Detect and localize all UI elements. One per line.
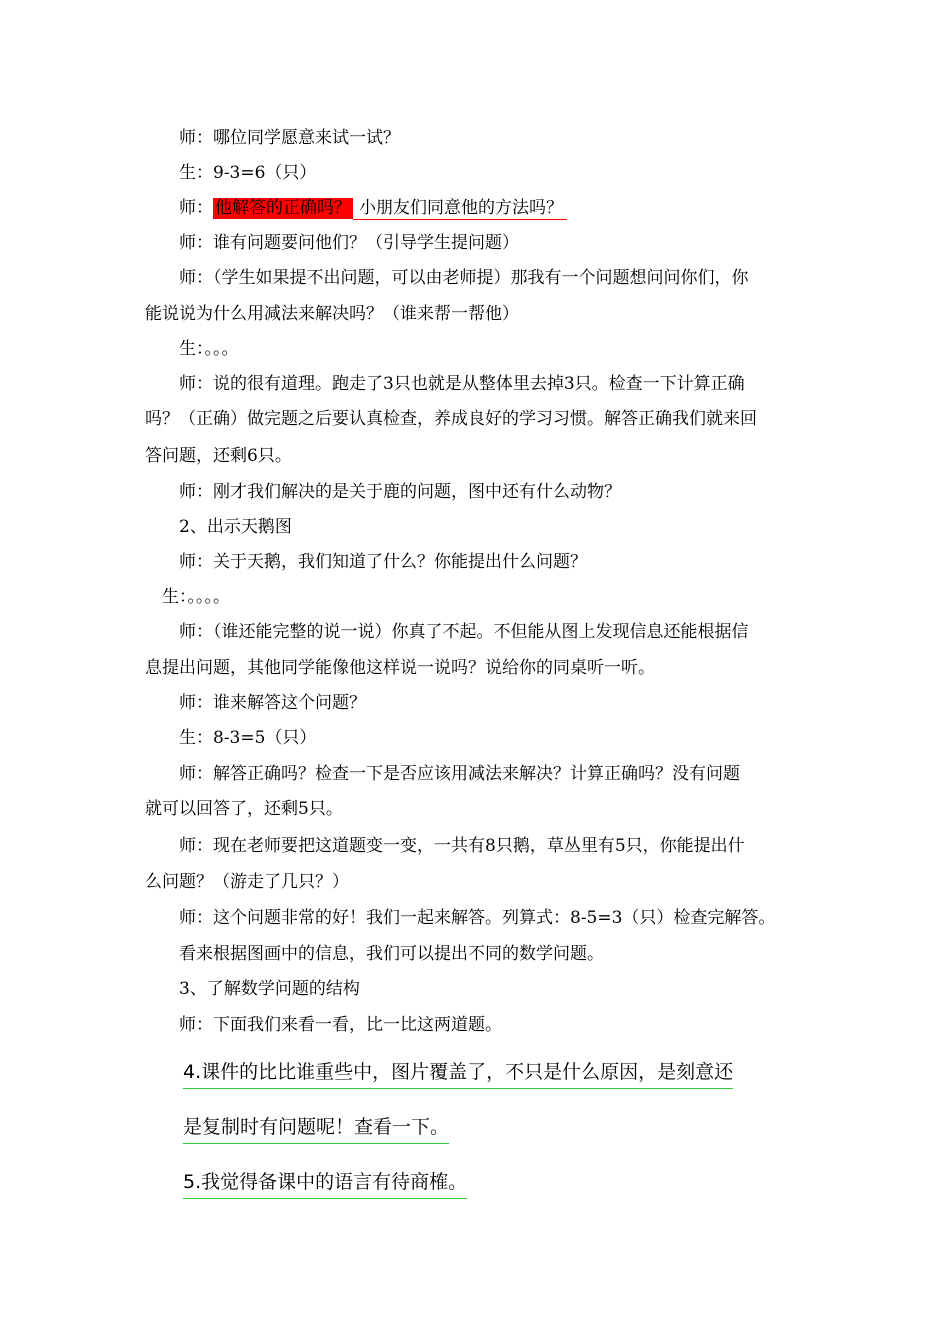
highlighted-question: 他解答的正确吗？	[215, 198, 351, 218]
teacher-line: 师：现在老师要把这道题变一变，一共有8只鹅，草丛里有5只，你能提出什	[179, 836, 745, 856]
student-line: 生：8-3=5（只）	[179, 728, 317, 748]
student-line: 生：。。。。	[162, 587, 230, 607]
teacher-line-highlighted	[179, 197, 567, 219]
teacher-line: 师：哪位同学愿意来试一试？	[179, 128, 400, 148]
teacher-line: 师：（谁还能完整的说一说）你真了不起。不但能从图上发现信息还能根据信	[179, 622, 749, 642]
student-line: 生：9-3=6（只）	[179, 163, 317, 183]
teacher-line: 师：（学生如果提不出问题，可以由老师提）那我有一个问题想问问你们，你	[179, 268, 749, 288]
review-comment: 4.课件的比比谁重些中，图片覆盖了，不只是什么原因，是刻意还	[183, 1059, 733, 1089]
teacher-line-continued: 就可以回答了，还剩5只。	[145, 799, 343, 819]
review-comment-continued: 是复制时有问题呢！查看一下。	[183, 1114, 449, 1144]
teacher-line: 师：刚才我们解决的是关于鹿的问题，图中还有什么动物？	[179, 482, 621, 502]
teacher-line-continued: 答问题，还剩6只。	[145, 446, 292, 466]
teacher-line-continued: 么问题？（游走了几只？）	[145, 872, 349, 892]
underlined-question: 小朋友们同意他的方法吗？	[353, 198, 567, 220]
teacher-line-continued: 能说说为什么用减法来解决吗？（谁来帮一帮他）	[145, 304, 519, 324]
teacher-line: 师：说的很有道理。跑走了3只也就是从整体里去掉3只。检查一下计算正确	[179, 374, 745, 394]
speaker-label: 师：	[179, 198, 213, 218]
section-heading: 2、出示天鹅图	[179, 517, 292, 537]
teacher-line: 师：解答正确吗？检查一下是否应该用减法来解决？计算正确吗？没有问题	[179, 764, 740, 784]
teacher-line: 师：关于天鹅，我们知道了什么？你能提出什么问题？	[179, 552, 587, 572]
teacher-line-continued: 吗？（正确）做完题之后要认真检查，养成良好的学习习惯。解答正确我们就来回	[145, 409, 757, 429]
teacher-line: 师：下面我们来看一看，比一比这两道题。	[179, 1015, 502, 1035]
teacher-line: 师：谁来解答这个问题？	[179, 693, 366, 713]
teacher-line-continued: 息提出问题，其他同学能像他这样说一说吗？说给你的同桌听一听。	[145, 658, 655, 678]
review-comment: 5.我觉得备课中的语言有待商榷。	[183, 1169, 467, 1199]
teacher-line: 师：谁有问题要问他们？（引导学生提问题）	[179, 233, 519, 253]
teacher-line-continued: 看来根据图画中的信息，我们可以提出不同的数学问题。	[179, 944, 604, 964]
student-line: 生：。。。	[179, 339, 239, 359]
section-heading: 3、了解数学问题的结构	[179, 979, 360, 999]
teacher-line: 师：这个问题非常的好！我们一起来解答。列算式：8-5=3（只）检查完解答。	[179, 908, 776, 928]
